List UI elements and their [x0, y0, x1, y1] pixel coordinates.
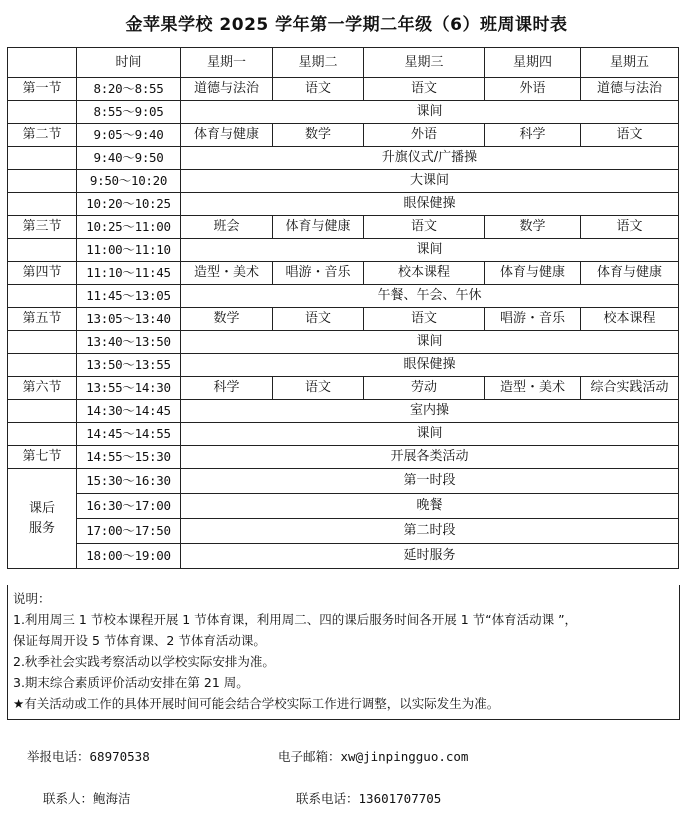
contact-phone	[296, 789, 441, 807]
table-row	[8, 377, 679, 400]
period-cell	[8, 285, 77, 308]
time-cell: 10:20～10:25	[77, 193, 181, 216]
subject-cell: 语文	[581, 216, 679, 239]
activity-cell: 第二时段	[181, 519, 679, 544]
table-row	[8, 124, 679, 147]
contact-person	[43, 789, 131, 807]
table-row	[8, 423, 679, 446]
time-cell: 9:05～9:40	[77, 124, 181, 147]
column-header: 星期四	[485, 48, 581, 78]
header-row	[8, 48, 679, 78]
period-cell	[8, 101, 77, 124]
time-cell: 18:00～19:00	[77, 544, 181, 569]
activity-cell: 课间	[181, 239, 679, 262]
subject-cell: 语文	[273, 377, 364, 400]
contact-phone-label: 联系电话：	[296, 791, 359, 806]
time-cell: 11:45～13:05	[77, 285, 181, 308]
subject-cell: 体育与健康	[485, 262, 581, 285]
subject-cell: 唱游・音乐	[485, 308, 581, 331]
subject-cell: 语文	[364, 308, 485, 331]
period-cell: 第三节	[8, 216, 77, 239]
period-cell: 第四节	[8, 262, 77, 285]
column-header: 时间	[77, 48, 181, 78]
time-cell: 9:50～10:20	[77, 170, 181, 193]
subject-cell: 数学	[273, 124, 364, 147]
notes-heading: 说明：	[13, 591, 51, 606]
contact-person-value: 鲍海洁	[93, 791, 131, 806]
table-row	[8, 147, 679, 170]
time-cell: 8:55～9:05	[77, 101, 181, 124]
table-row	[8, 469, 679, 494]
subject-cell: 语文	[364, 216, 485, 239]
period-cell: 第五节	[8, 308, 77, 331]
time-cell: 13:05～13:40	[77, 308, 181, 331]
subject-cell: 道德与法治	[181, 78, 273, 101]
subject-cell: 语文	[364, 78, 485, 101]
time-cell: 15:30～16:30	[77, 469, 181, 494]
table-row	[8, 308, 679, 331]
period-cell	[8, 239, 77, 262]
time-cell: 13:55～14:30	[77, 377, 181, 400]
activity-cell: 课间	[181, 101, 679, 124]
report-phone-value: 68970538	[89, 749, 150, 764]
period-cell	[8, 423, 77, 446]
report-phone-label: 举报电话：	[27, 749, 90, 764]
subject-cell: 造型・美术	[181, 262, 273, 285]
timetable	[7, 47, 679, 569]
email	[278, 747, 468, 765]
period-cell	[8, 193, 77, 216]
table-row	[8, 216, 679, 239]
time-cell: 11:10～11:45	[77, 262, 181, 285]
table-row	[8, 262, 679, 285]
table-row	[8, 446, 679, 469]
email-value: xw@jinpingguo.com	[340, 749, 469, 764]
period-cell: 第二节	[8, 124, 77, 147]
subject-cell: 校本课程	[581, 308, 679, 331]
activity-cell: 升旗仪式/广播操	[181, 147, 679, 170]
time-cell: 14:30～14:45	[77, 400, 181, 423]
note-line: 1.利用周三 1 节校本课程开展 1 节体育课，利用周二、四的课后服务时间各开展 1 节“体育活动课 ”，	[13, 612, 578, 627]
subject-cell: 语文	[581, 124, 679, 147]
table-row	[8, 331, 679, 354]
subject-cell: 科学	[181, 377, 273, 400]
activity-cell: 大课间	[181, 170, 679, 193]
table-row	[8, 101, 679, 124]
subject-cell: 综合实践活动	[581, 377, 679, 400]
subject-cell: 外语	[485, 78, 581, 101]
period-cell	[8, 147, 77, 170]
activity-cell: 午餐、午会、午休	[181, 285, 679, 308]
time-cell: 10:25～11:00	[77, 216, 181, 239]
column-header: 星期二	[273, 48, 364, 78]
subject-cell: 唱游・音乐	[273, 262, 364, 285]
subject-cell: 数学	[181, 308, 273, 331]
table-row	[8, 78, 679, 101]
activity-cell: 晚餐	[181, 494, 679, 519]
column-header: 星期一	[181, 48, 273, 78]
table-row	[8, 285, 679, 308]
time-cell: 16:30～17:00	[77, 494, 181, 519]
time-cell: 9:40～9:50	[77, 147, 181, 170]
activity-cell: 课间	[181, 423, 679, 446]
time-cell: 13:40～13:50	[77, 331, 181, 354]
report-phone	[27, 747, 150, 765]
subject-cell: 造型・美术	[485, 377, 581, 400]
subject-cell: 劳动	[364, 377, 485, 400]
service-label-cell	[8, 469, 77, 569]
subject-cell: 数学	[485, 216, 581, 239]
note-line: 保证每周开设 5 节体育课、2 节体育活动课。	[13, 633, 266, 648]
time-cell: 11:00～11:10	[77, 239, 181, 262]
subject-cell: 语文	[273, 78, 364, 101]
service-label-line: 服务	[28, 520, 55, 536]
period-cell: 第六节	[8, 377, 77, 400]
time-cell: 14:55～15:30	[77, 446, 181, 469]
table-row	[8, 519, 679, 544]
note-line: ★有关活动或工作的具体开展时间可能会结合学校实际工作进行调整，以实际发生为准。	[13, 696, 500, 711]
time-cell: 17:00～17:50	[77, 519, 181, 544]
table-row	[8, 400, 679, 423]
period-cell	[8, 354, 77, 377]
notes-section	[7, 585, 680, 720]
time-cell: 8:20～8:55	[77, 78, 181, 101]
period-cell	[8, 400, 77, 423]
table-row	[8, 193, 679, 216]
table-row	[8, 494, 679, 519]
subject-cell: 外语	[364, 124, 485, 147]
period-cell	[8, 331, 77, 354]
subject-cell: 体育与健康	[181, 124, 273, 147]
subject-cell: 体育与健康	[581, 262, 679, 285]
contact-person-label: 联系人：	[43, 791, 94, 806]
contact-phone-value: 13601707705	[358, 791, 442, 806]
period-cell: 第七节	[8, 446, 77, 469]
table-row	[8, 544, 679, 569]
column-header: 星期三	[364, 48, 485, 78]
subject-cell: 道德与法治	[581, 78, 679, 101]
time-cell: 13:50～13:55	[77, 354, 181, 377]
activity-cell: 眼保健操	[181, 354, 679, 377]
time-cell: 14:45～14:55	[77, 423, 181, 446]
subject-cell: 校本课程	[364, 262, 485, 285]
subject-cell: 语文	[273, 308, 364, 331]
activity-cell: 课间	[181, 331, 679, 354]
subject-cell: 班会	[181, 216, 273, 239]
note-line: 2.秋季社会实践考察活动以学校实际安排为准。	[13, 654, 275, 669]
activity-cell: 开展各类活动	[181, 446, 679, 469]
column-header: 星期五	[581, 48, 679, 78]
subject-cell: 科学	[485, 124, 581, 147]
email-label: 电子邮箱：	[278, 749, 341, 764]
subject-cell: 体育与健康	[273, 216, 364, 239]
period-cell: 第一节	[8, 78, 77, 101]
activity-cell: 延时服务	[181, 544, 679, 569]
note-line: 3.期末综合素质评价活动安排在第 21 周。	[13, 675, 249, 690]
table-row	[8, 239, 679, 262]
page-title: 金苹果学校 2025 学年第一学期二年级（6）班周课时表	[125, 15, 568, 35]
activity-cell: 眼保健操	[181, 193, 679, 216]
service-label-line: 课后	[28, 500, 55, 516]
activity-cell: 第一时段	[181, 469, 679, 494]
activity-cell: 室内操	[181, 400, 679, 423]
period-cell	[8, 170, 77, 193]
column-header	[8, 48, 77, 78]
table-row	[8, 170, 679, 193]
table-row	[8, 354, 679, 377]
